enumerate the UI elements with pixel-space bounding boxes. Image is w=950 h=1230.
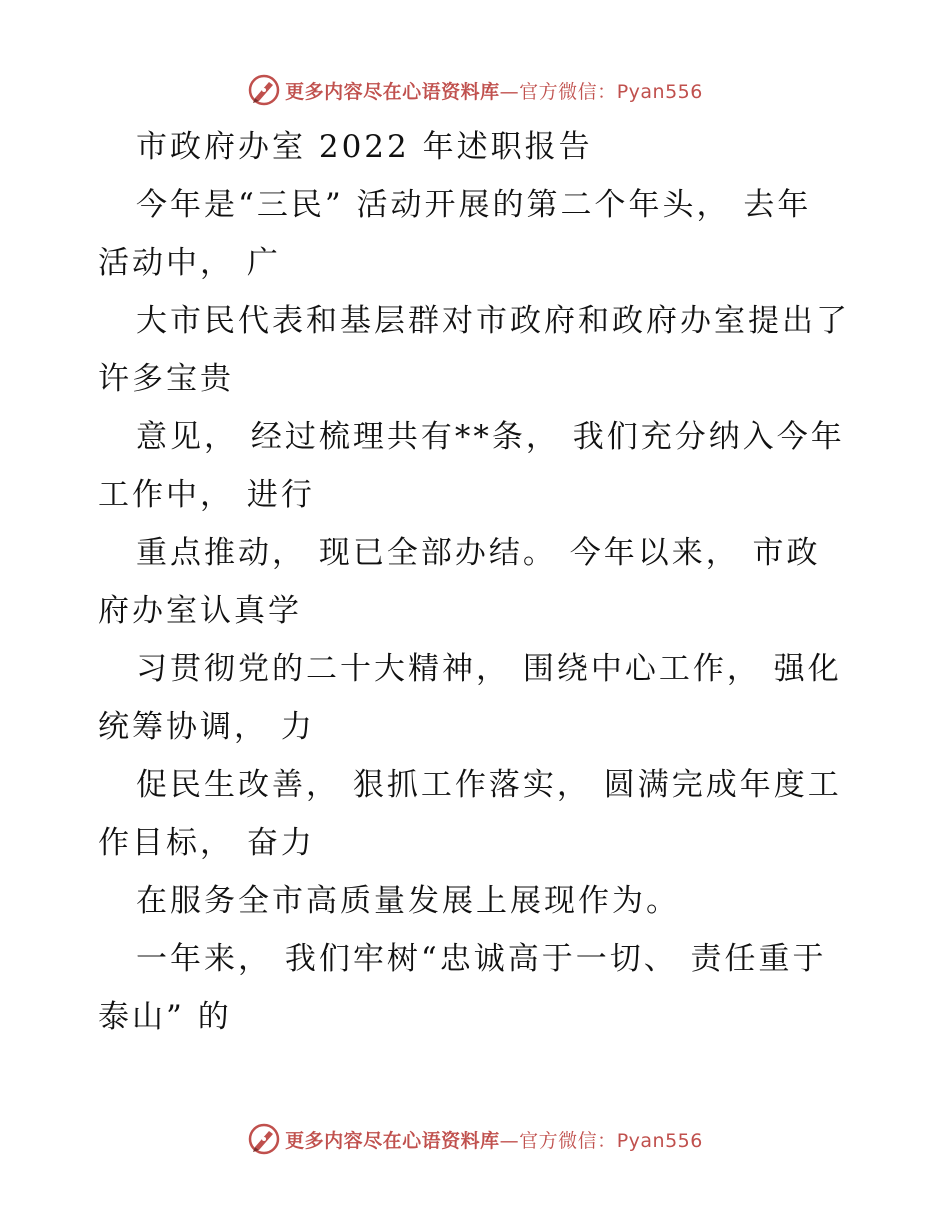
text-line: 在服务全市高质量发展上展现作为。 <box>136 883 680 919</box>
text-line: 统筹协调， 力 <box>98 709 315 745</box>
banner-main-text: 更多内容尽在心语资料库 <box>285 80 500 103</box>
text-line: 重点推动， 现已全部办结。 今年以来， 市政 <box>136 535 821 571</box>
text-line: 工作中， 进行 <box>98 477 315 513</box>
text-line: 泰山” 的 <box>98 999 232 1035</box>
document-title: 市政府办室 2022 年述职报告 <box>136 129 593 165</box>
pen-circle-icon <box>247 1122 281 1156</box>
banner-text <box>285 1126 703 1153</box>
text-line: 今年是“三民” 活动开展的第二个年头， 去年 <box>136 187 812 223</box>
banner-dash: — <box>499 1129 520 1152</box>
header-banner <box>0 70 950 110</box>
banner-dash: — <box>499 80 520 103</box>
text-line: 大市民代表和基层群对市政府和政府办室提出了 <box>136 303 850 339</box>
text-line: 一年来， 我们牢树“忠诚高于一切、 责任重于 <box>136 941 827 977</box>
text-line: 许多宝贵 <box>98 361 234 397</box>
banner-wechat-id: Pyan556 <box>616 80 703 103</box>
banner-main-text: 更多内容尽在心语资料库 <box>285 1129 500 1152</box>
pen-circle-icon <box>247 73 281 107</box>
footer-banner <box>0 1119 950 1159</box>
text-line: 活动中， 广 <box>98 245 281 281</box>
document-body <box>98 118 858 1046</box>
banner-wechat-label: 官方微信： <box>519 80 617 103</box>
banner-wechat-id: Pyan556 <box>616 1129 703 1152</box>
banner-wechat-label: 官方微信： <box>519 1129 617 1152</box>
text-line: 府办室认真学 <box>98 593 302 629</box>
text-line: 意见， 经过梳理共有**条， 我们充分纳入今年 <box>136 419 845 455</box>
text-line: 作目标， 奋力 <box>98 825 315 861</box>
text-line: 习贯彻党的二十大精神， 围绕中心工作， 强化 <box>136 651 842 687</box>
text-line: 促民生改善， 狠抓工作落实， 圆满完成年度工 <box>136 767 842 803</box>
banner-text <box>285 77 703 104</box>
